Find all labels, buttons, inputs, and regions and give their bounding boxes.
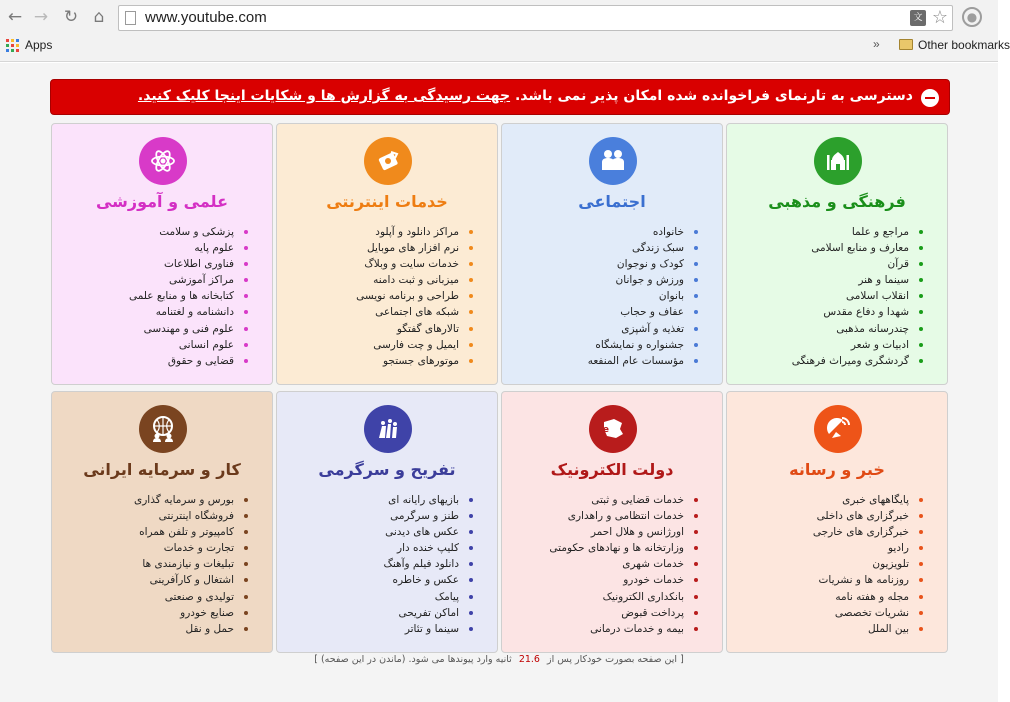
category-link[interactable]: علوم انسانی [68,337,248,353]
alert-message [138,88,913,104]
category-link[interactable]: پایگاههای خبری [743,492,923,508]
category-link[interactable]: حمل و نقل [68,621,248,637]
category-link[interactable]: سینما و تئاتر [293,621,473,637]
category-link[interactable]: تلویزیون [743,556,923,572]
category-link[interactable]: اماکن تفریحی [293,605,473,621]
category-link[interactable]: اشتغال و کارآفرینی [68,572,248,588]
category-link[interactable]: میزبانی و ثبت دامنه [293,272,473,288]
url-text[interactable]: www.youtube.com [145,9,267,26]
page-icon [125,11,136,25]
footer-text-1: این صفحه بصورت خودکار پس از [547,654,678,665]
report-link[interactable]: جهت رسیدگی به گزارش ها و شکایات اینجا کلیک کنید. [137,88,511,104]
countdown: 21.6 [518,654,540,665]
translate-icon[interactable]: 文 [910,10,926,26]
category-links [518,492,698,637]
category-link[interactable]: پرداخت قبوض [518,605,698,621]
category-card [501,391,723,653]
category-title[interactable]: کار و سرمایه ایرانی [83,460,241,479]
category-link[interactable]: تالارهای گفتگو [293,321,473,337]
alert-text: دسترسی به تارنمای فراخوانده شده امکان پذیر نمی باشد. [514,88,913,104]
category-title[interactable]: خبر و رسانه [789,460,885,479]
category-card [276,123,498,385]
category-link[interactable]: تغذیه و آشپزی [518,321,698,337]
category-card [501,123,723,385]
category-card [51,391,273,653]
category-link[interactable]: قضایی و حقوق [68,353,248,369]
category-link[interactable]: اورژانس و هلال احمر [518,524,698,540]
category-card [276,391,498,653]
category-card [726,123,948,385]
category-link[interactable]: فروشگاه اینترنتی [68,508,248,524]
category-link[interactable]: موتورهای جستجو [293,353,473,369]
page-content [0,63,998,702]
category-link[interactable]: بانوان [518,288,698,304]
category-link[interactable]: خدمات شهری [518,556,698,572]
redirect-footer [0,654,998,665]
category-link[interactable]: ایمیل و چت فارسی [293,337,473,353]
category-link[interactable]: دانلود فیلم وآهنگ [293,556,473,572]
category-link[interactable]: عفاف و حجاب [518,304,698,320]
category-link[interactable]: خبرگزاری های خارجی [743,524,923,540]
category-title[interactable]: اجتماعی [578,192,646,211]
services-icon[interactable] [364,137,412,185]
other-bookmarks[interactable]: Other bookmarks [918,38,1010,52]
category-links [518,224,698,369]
category-link[interactable]: سبک زندگی [518,240,698,256]
category-link[interactable]: طراحی و برنامه نویسی [293,288,473,304]
category-link[interactable]: خدمات قضایی و ثبتی [518,492,698,508]
category-title[interactable]: دولت الکترونیک [550,460,674,479]
fun-icon[interactable] [364,405,412,453]
category-link[interactable]: صنایع خودرو [68,605,248,621]
home-icon[interactable]: ⌂ [93,7,105,27]
category-link[interactable]: نرم افزار های موبایل [293,240,473,256]
category-links [68,492,248,637]
category-link[interactable]: انقلاب اسلامی [743,288,923,304]
category-link[interactable]: بانکداری الکترونیک [518,589,698,605]
category-links [743,492,923,637]
category-card [726,391,948,653]
category-link[interactable]: عکس های دیدنی [293,524,473,540]
category-title[interactable]: فرهنگی و مذهبی [768,192,906,211]
category-link[interactable]: مؤسسات عام المنفعه [518,353,698,369]
category-link[interactable]: خدمات سایت و وبلاگ [293,256,473,272]
reload-icon[interactable]: ↻ [63,7,79,27]
category-link[interactable]: خانواده [518,224,698,240]
category-link[interactable]: ادبیات و شعر [743,337,923,353]
category-link[interactable]: خدمات انتظامی و راهداری [518,508,698,524]
category-link[interactable]: چندرسانه مذهبی [743,321,923,337]
footer-bracket-open: [ [680,654,684,665]
category-link[interactable]: مراکز دانلود و آپلود [293,224,473,240]
address-bar[interactable] [118,5,953,31]
category-link[interactable]: مجله و هفته نامه [743,589,923,605]
category-link[interactable]: بیمه و خدمات درمانی [518,621,698,637]
satellite-icon[interactable] [814,405,862,453]
back-arrow-icon[interactable]: ← [7,7,23,27]
category-link[interactable]: طنز و سرگرمی [293,508,473,524]
footer-bracket-close: ] [314,654,318,665]
category-link[interactable]: دانشنامه و لغتنامه [68,304,248,320]
minus-circle-icon [921,89,939,107]
category-title[interactable]: تفریح و سرگرمی [318,460,456,479]
category-link[interactable]: مراجع و علما [743,224,923,240]
category-links [293,492,473,637]
category-link[interactable]: فناوری اطلاعات [68,256,248,272]
egov-icon[interactable] [589,405,637,453]
category-link[interactable]: پزشکی و سلامت [68,224,248,240]
mosque-icon[interactable] [814,137,862,185]
bookmark-star-icon[interactable]: ☆ [931,7,948,28]
category-card [51,123,273,385]
category-link[interactable]: روزنامه ها و نشریات [743,572,923,588]
browser-chrome [0,0,1010,62]
category-link[interactable]: جشنواره و نمایشگاه [518,337,698,353]
category-link[interactable]: علوم پایه [68,240,248,256]
category-link[interactable]: تولیدی و صنعتی [68,589,248,605]
category-link[interactable]: سینما و هنر [743,272,923,288]
category-link[interactable]: بازیهای رایانه ای [293,492,473,508]
category-links [293,224,473,369]
category-link[interactable]: کتابخانه ها و منابع علمی [68,288,248,304]
svg-text:e: e [602,425,609,435]
category-link[interactable]: شهدا و دفاع مقدس [743,304,923,320]
category-link[interactable]: قرآن [743,256,923,272]
category-link[interactable]: گردشگری ومیراث فرهنگی [743,353,923,369]
category-link[interactable]: علوم فنی و مهندسی [68,321,248,337]
blocked-alert [50,79,950,115]
apps-link[interactable]: Apps [25,38,53,52]
category-link[interactable]: کلیپ خنده دار [293,540,473,556]
category-links [743,224,923,369]
globe-icon[interactable]: ● [962,7,982,27]
apps-grid-icon[interactable] [6,39,19,52]
atom-icon[interactable] [139,137,187,185]
category-link[interactable]: عکس و خاطره [293,572,473,588]
category-link[interactable]: معارف و منابع اسلامی [743,240,923,256]
category-link[interactable]: کامپیوتر و تلفن همراه [68,524,248,540]
business-icon[interactable] [139,405,187,453]
category-link[interactable]: تجارت و خدمات [68,540,248,556]
category-link[interactable]: پیامک [293,589,473,605]
family-icon[interactable] [589,137,637,185]
category-link[interactable]: ورزش و جوانان [518,272,698,288]
category-title[interactable]: خدمات اینترنتی [326,192,448,211]
category-link[interactable]: بورس و سرمایه گذاری [68,492,248,508]
category-link[interactable]: وزارتخانه ها و نهادهای حکومتی [518,540,698,556]
footer-text-2[interactable]: ثانیه وارد پیوندها می شود. (ماندن در این صفحه) [320,654,512,665]
bookmarks-overflow[interactable]: » [873,37,880,51]
folder-icon [899,39,913,50]
category-title[interactable]: علمی و آموزشی [95,192,228,211]
category-link[interactable]: رادیو [743,540,923,556]
category-link[interactable]: شبکه های اجتماعی [293,304,473,320]
category-link[interactable]: خبرگزاری های داخلی [743,508,923,524]
category-link[interactable]: کودک و نوجوان [518,256,698,272]
category-link[interactable]: خدمات خودرو [518,572,698,588]
forward-arrow-icon[interactable]: → [33,7,49,27]
category-link[interactable]: مراکز آموزشی [68,272,248,288]
category-link[interactable]: تبلیغات و نیازمندی ها [68,556,248,572]
category-link[interactable]: بین الملل [743,621,923,637]
category-links [68,224,248,369]
bookmarks-bar [0,36,1010,56]
category-link[interactable]: نشریات تخصصی [743,605,923,621]
